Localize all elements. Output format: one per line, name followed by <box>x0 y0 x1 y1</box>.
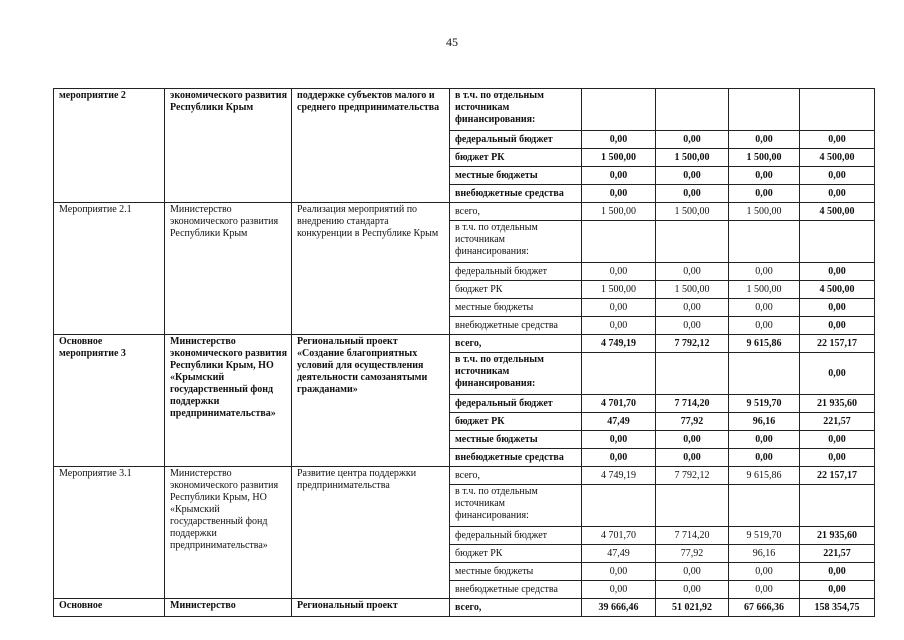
year-value-cell: 9 615,86 <box>729 467 800 485</box>
table-row <box>54 203 875 221</box>
year-value-cell <box>729 485 800 527</box>
activity-name-cell: Мероприятие 3.1 <box>54 467 165 599</box>
executor-cell: Министерство экономического развития Республики Крым, НО «Крымский государственный фонд поддержки предпринимательства» <box>165 335 292 467</box>
year-value-cell: 0,00 <box>729 263 800 281</box>
funding-source-cell: всего, <box>450 599 582 617</box>
table-row <box>54 89 875 131</box>
year-value-cell <box>656 353 729 395</box>
year-value-cell: 1 500,00 <box>729 149 800 167</box>
funding-source-cell: внебюджетные средства <box>450 185 582 203</box>
executor-cell: Министерство <box>165 599 292 617</box>
total-value-cell: 0,00 <box>800 317 875 335</box>
total-value-cell: 0,00 <box>800 563 875 581</box>
year-value-cell: 1 500,00 <box>582 149 656 167</box>
year-value-cell: 77,92 <box>656 413 729 431</box>
year-value-cell: 0,00 <box>656 299 729 317</box>
executor-cell: Министерство экономического развития Республики Крым <box>165 203 292 335</box>
year-value-cell: 96,16 <box>729 413 800 431</box>
year-value-cell: 0,00 <box>729 563 800 581</box>
year-value-cell: 0,00 <box>656 581 729 599</box>
funding-source-cell: в т.ч. по отдельным источникам финансирования: <box>450 485 582 527</box>
year-value-cell <box>582 221 656 263</box>
year-value-cell: 51 021,92 <box>656 599 729 617</box>
total-value-cell <box>800 485 875 527</box>
year-value-cell: 0,00 <box>656 449 729 467</box>
year-value-cell: 0,00 <box>656 263 729 281</box>
year-value-cell: 0,00 <box>656 431 729 449</box>
year-value-cell <box>656 221 729 263</box>
funding-source-cell: местные бюджеты <box>450 563 582 581</box>
year-value-cell <box>582 89 656 131</box>
year-value-cell <box>729 221 800 263</box>
year-value-cell: 0,00 <box>582 431 656 449</box>
year-value-cell: 1 500,00 <box>729 203 800 221</box>
year-value-cell: 0,00 <box>582 185 656 203</box>
funding-source-cell: всего, <box>450 467 582 485</box>
activity-name-cell: Основное <box>54 599 165 617</box>
funding-source-cell: внебюджетные средства <box>450 581 582 599</box>
year-value-cell: 0,00 <box>582 317 656 335</box>
total-value-cell: 22 157,17 <box>800 335 875 353</box>
year-value-cell: 39 666,46 <box>582 599 656 617</box>
year-value-cell: 7 714,20 <box>656 395 729 413</box>
year-value-cell: 7 714,20 <box>656 527 729 545</box>
funding-source-cell: федеральный бюджет <box>450 395 582 413</box>
total-value-cell: 22 157,17 <box>800 467 875 485</box>
year-value-cell: 1 500,00 <box>729 281 800 299</box>
funding-source-cell: бюджет РК <box>450 281 582 299</box>
description-cell: Развитие центра поддержки предпринимательства <box>292 467 450 599</box>
year-value-cell: 0,00 <box>729 581 800 599</box>
year-value-cell <box>656 485 729 527</box>
year-value-cell: 9 519,70 <box>729 395 800 413</box>
table-row <box>54 467 875 485</box>
year-value-cell <box>656 89 729 131</box>
year-value-cell <box>729 89 800 131</box>
funding-source-cell: местные бюджеты <box>450 299 582 317</box>
funding-source-cell: федеральный бюджет <box>450 527 582 545</box>
activity-name-cell: мероприятие 2 <box>54 89 165 203</box>
activity-name-cell: Основное мероприятие 3 <box>54 335 165 467</box>
year-value-cell: 0,00 <box>729 167 800 185</box>
total-value-cell: 0,00 <box>800 167 875 185</box>
year-value-cell: 0,00 <box>656 131 729 149</box>
year-value-cell: 0,00 <box>656 167 729 185</box>
year-value-cell: 0,00 <box>729 185 800 203</box>
year-value-cell: 0,00 <box>656 317 729 335</box>
year-value-cell: 0,00 <box>656 185 729 203</box>
year-value-cell: 67 666,36 <box>729 599 800 617</box>
year-value-cell: 4 701,70 <box>582 527 656 545</box>
total-value-cell: 0,00 <box>800 263 875 281</box>
total-value-cell: 4 500,00 <box>800 281 875 299</box>
funding-source-cell: в т.ч. по отдельным источникам финансирования: <box>450 353 582 395</box>
year-value-cell: 9 615,86 <box>729 335 800 353</box>
year-value-cell: 0,00 <box>582 563 656 581</box>
total-value-cell: 0,00 <box>800 431 875 449</box>
year-value-cell: 0,00 <box>729 449 800 467</box>
year-value-cell: 7 792,12 <box>656 335 729 353</box>
description-cell: Реализация мероприятий по внедрению стандарта конкуренции в Республике Крым <box>292 203 450 335</box>
year-value-cell: 0,00 <box>729 299 800 317</box>
funding-source-cell: в т.ч. по отдельным источникам финансирования: <box>450 221 582 263</box>
year-value-cell <box>582 485 656 527</box>
total-value-cell: 0,00 <box>800 449 875 467</box>
budget-table <box>53 88 875 617</box>
activity-name-cell: Мероприятие 2.1 <box>54 203 165 335</box>
total-value-cell: 0,00 <box>800 299 875 317</box>
funding-source-cell: федеральный бюджет <box>450 263 582 281</box>
year-value-cell: 0,00 <box>729 317 800 335</box>
executor-cell: Министерство экономического развития Республики Крым, НО «Крымский государственный фонд поддержки предпринимательства» <box>165 467 292 599</box>
total-value-cell: 158 354,75 <box>800 599 875 617</box>
total-value-cell <box>800 89 875 131</box>
year-value-cell: 47,49 <box>582 413 656 431</box>
year-value-cell: 47,49 <box>582 545 656 563</box>
total-value-cell <box>800 221 875 263</box>
year-value-cell: 7 792,12 <box>656 467 729 485</box>
table-row <box>54 335 875 353</box>
year-value-cell: 4 749,19 <box>582 467 656 485</box>
year-value-cell: 77,92 <box>656 545 729 563</box>
description-cell: поддержке субъектов малого и среднего предпринимательства <box>292 89 450 203</box>
funding-source-cell: местные бюджеты <box>450 431 582 449</box>
funding-source-cell: федеральный бюджет <box>450 131 582 149</box>
executor-cell: экономического развития Республики Крым <box>165 89 292 203</box>
total-value-cell: 0,00 <box>800 131 875 149</box>
year-value-cell: 0,00 <box>582 581 656 599</box>
funding-source-cell: всего, <box>450 335 582 353</box>
total-value-cell: 221,57 <box>800 413 875 431</box>
description-cell: Региональный проект <box>292 599 450 617</box>
year-value-cell: 0,00 <box>582 299 656 317</box>
year-value-cell: 0,00 <box>582 449 656 467</box>
table-row <box>54 599 875 617</box>
year-value-cell: 0,00 <box>729 131 800 149</box>
year-value-cell: 0,00 <box>582 131 656 149</box>
year-value-cell: 1 500,00 <box>656 281 729 299</box>
total-value-cell: 21 935,60 <box>800 527 875 545</box>
year-value-cell <box>729 353 800 395</box>
year-value-cell: 96,16 <box>729 545 800 563</box>
year-value-cell: 0,00 <box>582 263 656 281</box>
year-value-cell: 4 701,70 <box>582 395 656 413</box>
year-value-cell: 1 500,00 <box>656 203 729 221</box>
funding-source-cell: всего, <box>450 203 582 221</box>
year-value-cell: 0,00 <box>729 431 800 449</box>
total-value-cell: 21 935,60 <box>800 395 875 413</box>
year-value-cell: 1 500,00 <box>582 203 656 221</box>
year-value-cell <box>582 353 656 395</box>
total-value-cell: 221,57 <box>800 545 875 563</box>
year-value-cell: 0,00 <box>656 563 729 581</box>
total-value-cell: 0,00 <box>800 353 875 395</box>
year-value-cell: 0,00 <box>582 167 656 185</box>
funding-source-cell: бюджет РК <box>450 149 582 167</box>
year-value-cell: 4 749,19 <box>582 335 656 353</box>
total-value-cell: 0,00 <box>800 185 875 203</box>
page-number: 45 <box>446 35 458 49</box>
total-value-cell: 4 500,00 <box>800 149 875 167</box>
total-value-cell: 4 500,00 <box>800 203 875 221</box>
year-value-cell: 9 519,70 <box>729 527 800 545</box>
funding-source-cell: местные бюджеты <box>450 167 582 185</box>
year-value-cell: 1 500,00 <box>656 149 729 167</box>
description-cell: Региональный проект «Создание благоприятных условий для осуществления деятельности самозанятыми гражданами» <box>292 335 450 467</box>
funding-source-cell: внебюджетные средства <box>450 449 582 467</box>
funding-source-cell: в т.ч. по отдельным источникам финансирования: <box>450 89 582 131</box>
funding-source-cell: внебюджетные средства <box>450 317 582 335</box>
funding-source-cell: бюджет РК <box>450 413 582 431</box>
year-value-cell: 1 500,00 <box>582 281 656 299</box>
funding-source-cell: бюджет РК <box>450 545 582 563</box>
total-value-cell: 0,00 <box>800 581 875 599</box>
